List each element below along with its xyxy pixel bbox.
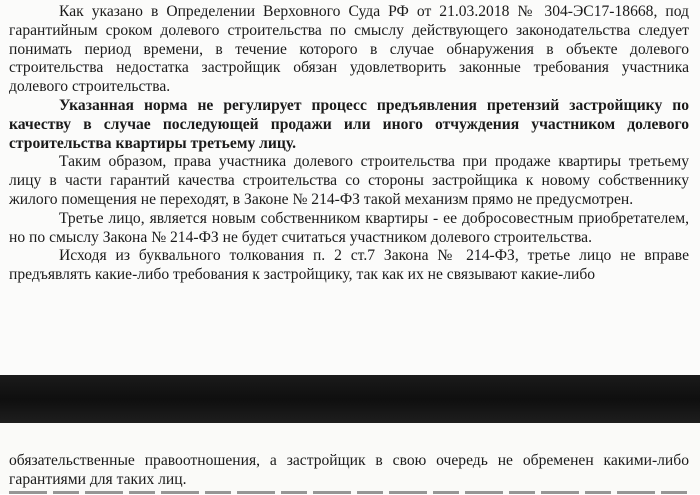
document-text-upper [9, 3, 689, 285]
paragraph-literal-interpretation: Исходя из буквального толкования п. 2 ст.7 Закона № 214-ФЗ, третье лицо не вправе предъявлять какие-либо требования к застройщику, так как их не связывают какие-либо [9, 247, 689, 284]
paragraph-continuation: обязательственные правоотношения, а застройщик в свою очередь не обременен какими-либо гарантиями для таких лиц. [9, 452, 689, 488]
page-break-band [0, 375, 700, 423]
paragraph-norm-not-regulating: Указанная норма не регулирует процесс предъявления претензий застройщику по качеству в случае последующей продажи или иного отчуждения участником долевого строительства квартиры третьему лицу. [9, 96, 689, 152]
cut-off-text-line [9, 489, 689, 495]
paragraph-rights-not-transferred: Таким образом, права участника долевого строительства при продаже квартиры третьему лицу в части гарантий качества строительства со стороны застройщика к новому собственнику жилого помещения не переходят, в Законе № 214-ФЗ такой механизм прямо не предусмотрен. [9, 153, 689, 208]
paragraph-third-party-owner: Третье лицо, является новым собственником квартиры - ее добросовестным приобретателем, но по смыслу Закона № 214-ФЗ не будет считаться участником долевого строительства. [9, 209, 689, 246]
document-text-lower [9, 452, 689, 490]
paragraph-court-ruling: Как указано в Определении Верховного Суда РФ от 21.03.2018 № 304-ЭС17-18668, под гарантийным сроком долевого строительства по смыслу действующего законодательства следует понимать период времени, в течение которого в случае обнаружения в объекте долевого строительства недостатка застройщик обязан удовлетворить законные требования участника долевого строительства. [9, 3, 689, 96]
